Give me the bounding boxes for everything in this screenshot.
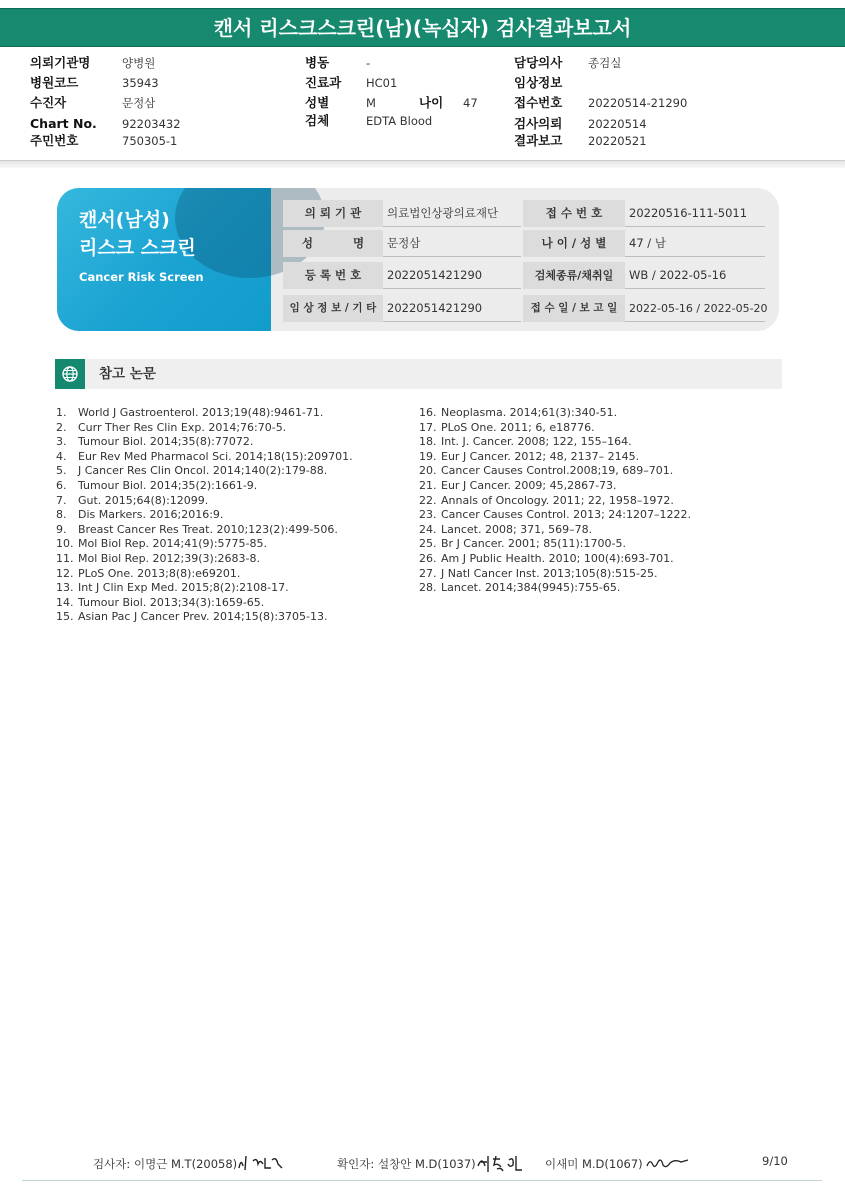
reference-number: 13. <box>56 581 74 595</box>
reference-item <box>419 479 691 494</box>
info-value <box>366 54 370 72</box>
reference-item <box>419 508 691 523</box>
info-value-text: - <box>366 56 371 70</box>
info-label: 검사의뢰 <box>514 116 563 131</box>
table-cell: 2022051421290 <box>383 295 521 322</box>
reference-item <box>56 567 353 582</box>
table-cell: 문정삼 <box>383 230 521 257</box>
info-row <box>30 132 78 150</box>
info-row <box>514 54 562 72</box>
info-value-text: HC01 <box>366 76 398 90</box>
confirmer-label: 확인자: <box>337 1157 375 1171</box>
reference-text: Int J Clin Exp Med. 2015;8(2):2108-17. <box>78 581 289 595</box>
reference-text: Asian Pac J Cancer Prev. 2014;15(8):3705-13. <box>78 610 328 624</box>
reference-item <box>56 494 353 509</box>
reference-text: PLoS One. 2011; 6, e18776. <box>441 420 595 434</box>
reference-number: 3. <box>56 435 67 449</box>
reference-text: PLoS One. 2013;8(8):e69201. <box>78 566 241 580</box>
reference-item <box>56 479 353 494</box>
reference-number: 9. <box>56 522 67 536</box>
reference-number: 6. <box>56 478 67 492</box>
info-label: 진료과 <box>305 75 342 90</box>
info-label: 담당의사 <box>514 55 563 70</box>
page-number: 9/10 <box>762 1154 788 1168</box>
table-cell: 2022-05-16 / 2022-05-20 <box>625 295 765 322</box>
reference-text: World J Gastroenterol. 2013;19(48):9461-71. <box>78 406 324 419</box>
footer-divider <box>22 1180 822 1181</box>
reference-text: Tumour Biol. 2013;34(3):1659-65. <box>78 595 265 609</box>
examiner-name: 이명근 M.T(20058) <box>134 1157 238 1171</box>
reference-text: Curr Ther Res Clin Exp. 2014;76:70-5. <box>78 420 287 434</box>
reference-number: 25. <box>419 537 437 551</box>
reference-text: Neoplasma. 2014;61(3):340-51. <box>441 406 618 419</box>
section-title: 참고 논문 <box>99 366 156 382</box>
info-label: 병원코드 <box>30 75 79 90</box>
examiner-signature <box>236 1152 286 1174</box>
info-row <box>514 132 562 150</box>
reference-number: 10. <box>56 537 74 551</box>
reference-number: 12. <box>56 566 74 580</box>
reference-text: Tumour Biol. 2014;35(8):77072. <box>78 435 254 449</box>
confirmer-name: 설창안 M.D(1037) <box>378 1157 476 1171</box>
table-header-cell: 의 뢰 기 관 <box>283 200 383 227</box>
info-value-text: 20220514-21290 <box>588 96 688 110</box>
reference-text: Int. J. Cancer. 2008; 122, 155–164. <box>441 435 632 449</box>
reference-number: 14. <box>56 595 74 609</box>
reference-text: Mol Biol Rep. 2012;39(3):2683-8. <box>78 551 260 565</box>
reference-text: J Cancer Res Clin Oncol. 2014;140(2):179-88. <box>78 464 328 478</box>
info-row <box>305 112 329 130</box>
references-list-left <box>56 406 353 625</box>
info-value <box>463 94 478 112</box>
info-value <box>122 74 159 92</box>
info-value <box>122 94 155 112</box>
header-divider <box>0 160 845 168</box>
info-label: 주민번호 <box>30 133 79 148</box>
reference-item <box>56 421 353 436</box>
reference-text: Tumour Biol. 2014;35(2):1661-9. <box>78 478 258 492</box>
table-row <box>283 295 768 322</box>
reference-item <box>56 450 353 465</box>
info-value <box>588 132 647 150</box>
info-value-text: M <box>366 96 376 110</box>
reference-number: 7. <box>56 493 67 507</box>
test-summary-card <box>57 188 779 331</box>
reference-item <box>56 581 353 596</box>
reference-item <box>419 406 691 421</box>
table-row <box>283 230 765 257</box>
report-title: 캔서 리스크스크린(남)(녹십자) 검사결과보고서 <box>213 16 632 40</box>
info-value-text: 20220514 <box>588 117 647 131</box>
table-header-cell: 접 수 번 호 <box>523 200 625 227</box>
info-value-text: 92203432 <box>122 117 181 131</box>
info-value <box>588 94 687 112</box>
reference-item <box>56 508 353 523</box>
reference-number: 15. <box>56 610 74 624</box>
card-banner <box>57 188 271 331</box>
examiner-label: 검사자: <box>93 1157 131 1171</box>
references-section-header <box>55 359 782 389</box>
info-value <box>366 94 376 112</box>
globe-stethoscope-icon <box>55 359 85 389</box>
reference-item <box>419 567 691 582</box>
info-value-text: 문정삼 <box>122 96 156 110</box>
info-value-text: EDTA Blood <box>366 114 433 128</box>
reference-number: 16. <box>419 406 437 419</box>
reference-item <box>56 596 353 611</box>
reference-number: 19. <box>419 449 437 463</box>
reference-item <box>56 552 353 567</box>
info-row <box>305 54 329 72</box>
info-label: 임상정보 <box>514 75 563 90</box>
reference-item <box>419 537 691 552</box>
report-title-bar <box>0 8 845 47</box>
doctor2-name: 이새미 M.D(1067) <box>545 1157 643 1171</box>
reference-number: 28. <box>419 581 437 595</box>
info-row <box>514 94 562 112</box>
info-value-text: 양병원 <box>122 56 156 70</box>
table-cell: 20220516-111-5011 <box>625 200 765 227</box>
reference-item <box>419 464 691 479</box>
reference-number: 27. <box>419 566 437 580</box>
reference-item <box>419 494 691 509</box>
info-value-text: 750305-1 <box>122 134 178 148</box>
table-cell: 47 / 남 <box>625 230 765 257</box>
reference-number: 2. <box>56 420 67 434</box>
info-row <box>514 115 562 133</box>
reference-text: Gut. 2015;64(8):12099. <box>78 493 209 507</box>
info-label: 결과보고 <box>514 133 563 148</box>
reference-item <box>419 581 691 596</box>
info-label: 접수번호 <box>514 95 563 110</box>
info-value <box>122 115 181 133</box>
table-header-cell: 검체종류/채취일 <box>523 262 625 289</box>
info-label: 의뢰기관명 <box>30 55 91 70</box>
info-row <box>30 115 97 133</box>
reference-number: 4. <box>56 449 67 463</box>
info-value <box>366 74 397 92</box>
reference-number: 26. <box>419 551 437 565</box>
table-header-cell: 나 이 / 성 별 <box>523 230 625 257</box>
info-label: 성별 <box>305 95 330 110</box>
reference-number: 1. <box>56 406 67 419</box>
reference-item <box>419 552 691 567</box>
table-row <box>283 262 765 289</box>
card-subtitle: Cancer Risk Screen <box>79 270 204 284</box>
info-row <box>514 74 562 92</box>
info-value <box>588 54 621 72</box>
info-value-text: 종검실 <box>588 56 622 70</box>
doctor2-signature <box>645 1154 690 1172</box>
info-label: Chart No. <box>30 116 97 131</box>
reference-text: Annals of Oncology. 2011; 22, 1958–1972. <box>441 493 674 507</box>
reference-text: Am J Public Health. 2010; 100(4):693-701. <box>441 551 674 565</box>
table-header-cell: 접 수 일 / 보 고 일 <box>523 295 625 322</box>
reference-text: Lancet. 2008; 371, 569–78. <box>441 522 593 536</box>
patient-info-header <box>0 54 845 154</box>
reference-number: 8. <box>56 508 67 522</box>
reference-text: Eur J Cancer. 2009; 45,2867-73. <box>441 478 617 492</box>
reference-item <box>56 537 353 552</box>
reference-text: Breast Cancer Res Treat. 2010;123(2):499-506. <box>78 522 338 536</box>
info-value <box>366 112 432 130</box>
info-value <box>588 115 647 133</box>
info-label: 수진자 <box>30 95 67 110</box>
reference-number: 20. <box>419 464 437 478</box>
info-row <box>305 94 329 112</box>
table-row <box>283 200 765 227</box>
reference-number: 24. <box>419 522 437 536</box>
table-header-cell: 등 록 번 호 <box>283 262 383 289</box>
reference-text: Cancer Causes Control. 2013; 24:1207–1222. <box>441 508 691 522</box>
reference-number: 21. <box>419 478 437 492</box>
reference-text: Mol Biol Rep. 2014;41(9):5775-85. <box>78 537 267 551</box>
info-value-text: 35943 <box>122 76 159 90</box>
reference-text: Br J Cancer. 2001; 85(11):1700-5. <box>441 537 626 551</box>
info-label: 나이 <box>419 95 444 110</box>
info-value <box>122 54 155 72</box>
info-label: 검체 <box>305 113 330 128</box>
info-row <box>419 94 443 112</box>
info-value-text: 20220521 <box>588 134 647 148</box>
reference-item <box>56 464 353 479</box>
info-value <box>122 132 177 150</box>
card-title <box>79 206 196 262</box>
reference-number: 22. <box>419 493 437 507</box>
reference-number: 5. <box>56 464 67 478</box>
reference-item <box>419 523 691 538</box>
info-value-text: 47 <box>463 96 478 110</box>
info-row <box>305 74 341 92</box>
card-title-line1: 캔서(남성) <box>79 209 170 231</box>
table-header-cell: 성 명 <box>283 230 383 257</box>
reference-text: Eur Rev Med Pharmacol Sci. 2014;18(15):209701. <box>78 449 353 463</box>
reference-text: Cancer Causes Control.2008;19, 689–701. <box>441 464 674 478</box>
info-row <box>30 54 90 72</box>
reference-number: 18. <box>419 435 437 449</box>
info-row <box>30 74 78 92</box>
reference-text: Lancet. 2014;384(9945):755-65. <box>441 581 621 595</box>
reference-item <box>419 421 691 436</box>
card-title-line2: 리스크 스크린 <box>79 237 196 259</box>
reference-item <box>56 610 353 625</box>
reference-item <box>56 523 353 538</box>
table-cell: WB / 2022-05-16 <box>625 262 765 289</box>
info-label: 병동 <box>305 55 330 70</box>
reference-item <box>419 450 691 465</box>
reference-text: Eur J Cancer. 2012; 48, 2137– 2145. <box>441 449 640 463</box>
reference-number: 11. <box>56 551 74 565</box>
confirmer-signature <box>476 1152 524 1176</box>
reference-item <box>419 435 691 450</box>
reference-text: Dis Markers. 2016;2016:9. <box>78 508 224 522</box>
table-cell: 2022051421290 <box>383 262 521 289</box>
info-row <box>30 94 66 112</box>
table-header-cell: 임 상 정 보 / 기 타 <box>283 295 383 322</box>
reference-text: J Natl Cancer Inst. 2013;105(8):515-25. <box>441 566 658 580</box>
references-list-right <box>419 406 691 596</box>
table-cell: 의료법인상광의료재단 <box>383 200 521 227</box>
reference-item <box>56 406 353 421</box>
reference-number: 23. <box>419 508 437 522</box>
reference-item <box>56 435 353 450</box>
reference-number: 17. <box>419 420 437 434</box>
signature-footer <box>0 1150 845 1180</box>
